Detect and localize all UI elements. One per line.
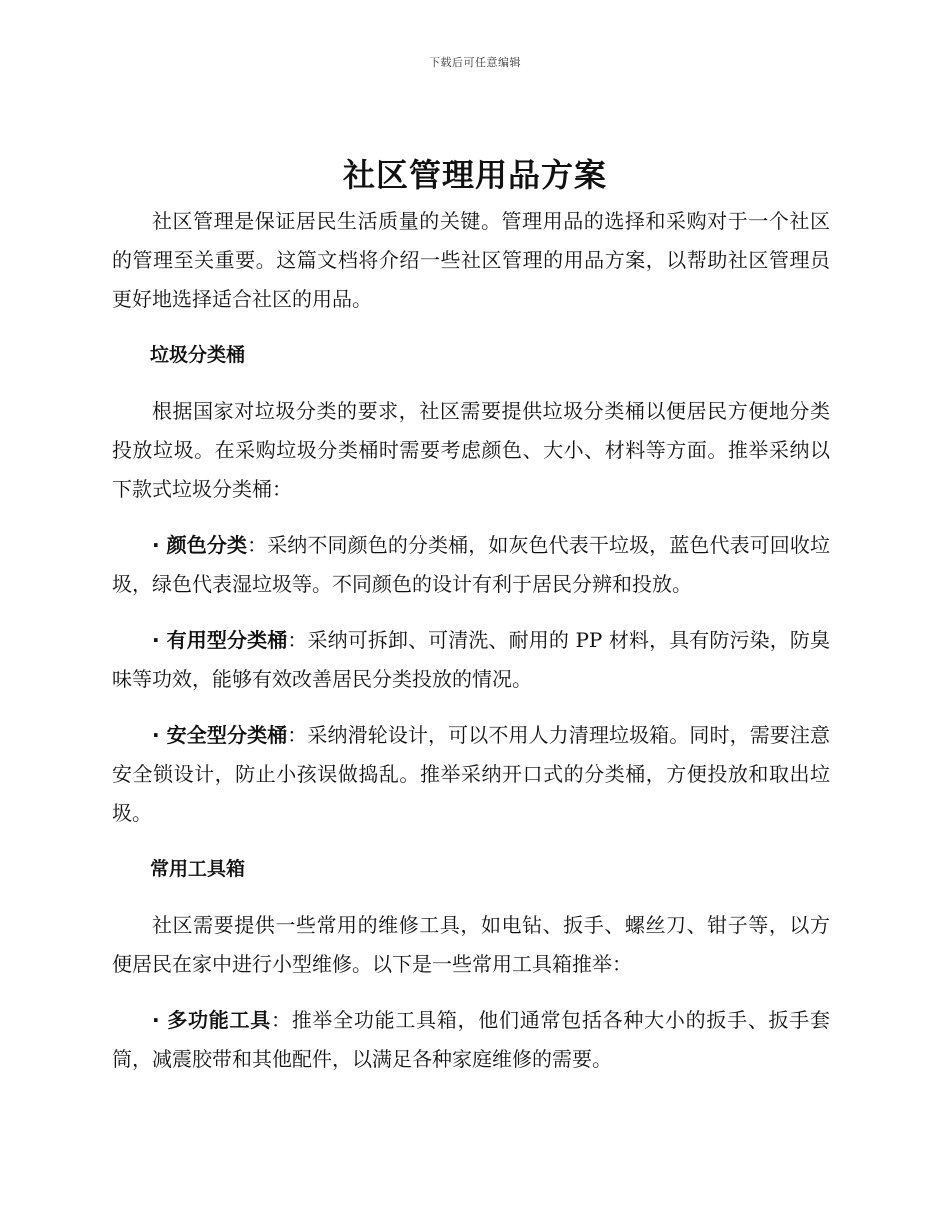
section-heading-toolbox: 常用工具箱 [150, 858, 246, 880]
bullet-term: · 安全型分类桶 [152, 723, 288, 747]
bullet-text: ：采纳可拆卸、可清洗、耐用的 PP 材料，具有防污染，防臭味等功效，能够有效改善居民分类投放的情况。 [112, 628, 830, 691]
spacer [112, 833, 830, 850]
bullet-practical-bin [112, 621, 830, 699]
bullet-safe-bin [112, 716, 830, 833]
bullet-term: · 颜色分类 [152, 533, 248, 557]
bullet-text: ：推举全功能工具箱，他们通常包括各种大小的扳手、扳手套筒，减震胶带和其他配件，以满足各种家庭维修的需要。 [112, 1008, 831, 1071]
bullet-multi-tool [112, 1001, 830, 1079]
spacer [112, 889, 830, 906]
section-paragraph-trash-bins: 根据国家对垃圾分类的要求，社区需要提供垃圾分类桶以便居民方便地分类投放垃圾。在采购垃圾分类桶时需要考虑颜色、大小、材料等方面。推举采纳以下款式垃圾分类桶： [112, 399, 830, 501]
spacer [112, 984, 830, 1001]
document-title: 社区管理用品方案 [342, 156, 607, 194]
bullet-text: ：采纳滑轮设计，可以不用人力清理垃圾箱。同时，需要注意安全锁设计，防止小孩误做捣乱。推举采纳开口式的分类桶，方便投放和取出垃圾。 [112, 723, 831, 825]
spacer [112, 509, 830, 526]
section-paragraph-toolbox: 社区需要提供一些常用的维修工具，如电钻、扳手、螺丝刀、钳子等，以方便居民在家中进行小型维修。以下是一些常用工具箱推举： [112, 913, 830, 976]
bullet-text: ：采纳不同颜色的分类桶，如灰色代表干垃圾，蓝色代表可回收垃圾，绿色代表湿垃圾等。不同颜色的设计有利于居民分辨和投放。 [112, 533, 831, 596]
spacer [112, 375, 830, 392]
intro-paragraph: 社区管理是保证居民生活质量的关键。管理用品的选择和采购对于一个社区的管理至关重要。这篇文档将介绍一些社区管理的用品方案，以帮助社区管理员更好地选择适合社区的用品。 [112, 209, 830, 311]
document-body [112, 202, 830, 1079]
spacer [112, 699, 830, 716]
bullet-term: · 有用型分类桶 [152, 628, 288, 652]
bullet-color-sort [112, 526, 830, 604]
spacer [112, 319, 830, 336]
section-heading-trash-bins: 垃圾分类桶 [150, 344, 246, 366]
bullet-term: · 多功能工具 [152, 1008, 271, 1032]
header-note: 下载后可任意编辑 [429, 56, 521, 69]
spacer [112, 604, 830, 621]
